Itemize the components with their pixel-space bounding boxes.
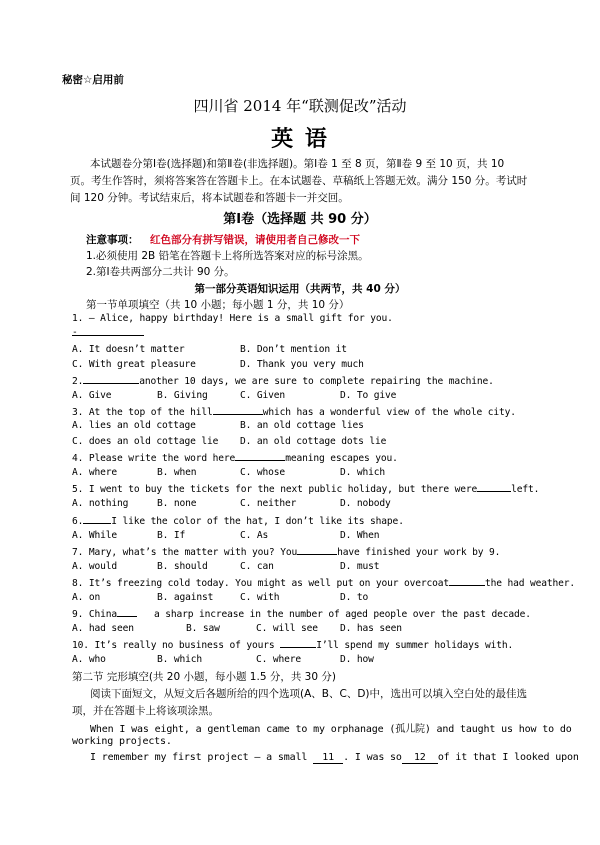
option-c: C. With great pleasure: [72, 359, 196, 370]
question-text-post: I like the color of the hat, I don’t like its shape.: [111, 516, 404, 527]
question-5: [72, 482, 539, 495]
question-3: [72, 405, 516, 418]
option-a: A. had seen: [72, 623, 134, 634]
question-text-pre: At the top of the hill: [88, 407, 213, 418]
answer-blank-line: [72, 335, 144, 336]
fill-blank: [477, 482, 511, 492]
question-text-post: I’ll spend my summer holidays with.: [316, 640, 514, 651]
answer-dash: -: [72, 327, 78, 338]
option-c: C. As: [240, 530, 269, 541]
question-text-pre: Please write the word here: [88, 453, 236, 464]
option-d: D. which: [340, 467, 386, 478]
question-text-post: meaning escapes you.: [285, 453, 398, 464]
question-6: [72, 514, 404, 527]
question-text: — Alice, happy birthday! Here is a small gift for you.: [88, 313, 393, 324]
section1-title: 第一部分英语知识运用（共两节，共 40 分）: [194, 283, 406, 295]
option-d: D. to: [340, 592, 369, 603]
question-text-post: which has a wonderful view of the whole city.: [262, 407, 516, 418]
option-b: B. Giving: [157, 390, 208, 401]
intro-line-2: 页。考生作答时，须将答案答在答题卡上。在本试题卷、草稿纸上答题无效。满分 150 分。考试时: [70, 175, 528, 187]
option-b: B. when: [157, 467, 197, 478]
option-d: D. must: [340, 561, 380, 572]
option-a: A. who: [72, 654, 106, 665]
question-text-post: left.: [511, 484, 540, 495]
question-8: [72, 576, 575, 589]
passage-text: . I was so: [343, 752, 402, 763]
passage-text: I remember my first project — a small: [90, 752, 308, 763]
question-10: [72, 638, 513, 651]
question-number: 6.: [72, 516, 84, 527]
question-text-pre: It’s freezing cold today. You might as well put on your overcoat: [88, 578, 449, 589]
option-b: B. none: [157, 498, 197, 509]
option-b: B. an old cottage lies: [240, 420, 364, 431]
section2-instruction-1: 阅读下面短文，从短文后各题所给的四个选项(A、B、C、D)中，选出可以填入空白处的最佳选: [90, 688, 527, 700]
question-7: [72, 545, 500, 558]
option-c: C. whose: [240, 467, 286, 478]
question-number: 1.: [72, 313, 84, 324]
fill-blank: [117, 607, 137, 617]
part1-title: 第Ⅰ卷（选择题 共 90 分）: [223, 212, 377, 227]
option-d: D. has seen: [340, 623, 402, 634]
cloze-blank-12: 12: [402, 752, 438, 764]
question-number: 3.: [72, 407, 84, 418]
option-c: C. Given: [240, 390, 286, 401]
option-d: D. how: [340, 654, 374, 665]
section2-title: 第二节 完形填空(共 20 小题，每小题 1.5 分，共 30 分): [72, 671, 336, 683]
fill-blank: [280, 638, 316, 648]
section1-subtitle: 第一节单项填空（共 10 小题；每小题 1 分，共 10 分）: [86, 299, 350, 311]
passage-line-3: [90, 752, 579, 764]
option-d: D. Thank you very much: [240, 359, 364, 370]
question-text-pre: China: [88, 609, 118, 620]
option-c: C. neither: [240, 498, 297, 509]
question-text-post: a sharp increase in the number of aged people over the past decade.: [153, 609, 531, 620]
note-item-2: 2.第Ⅰ卷共两部分二共计 90 分。: [86, 266, 235, 278]
secret-label: 秘密☆启用前: [62, 74, 124, 86]
option-a: A. While: [72, 530, 118, 541]
cloze-blank-11: 11: [313, 752, 343, 764]
passage-line-1: When I was eight, a gentleman came to my orphanage (孤儿院) and taught us how to do: [90, 724, 572, 735]
option-a: A. where: [72, 467, 118, 478]
option-b: B. against: [157, 592, 214, 603]
notes-label: 注意事项：: [86, 234, 139, 246]
question-text-post: the had weather.: [484, 578, 575, 589]
option-a: A. on: [72, 592, 101, 603]
red-notice: 红色部分有拼写错误，请使用者自己修改一下: [150, 234, 360, 246]
answer-line: [72, 327, 78, 338]
passage-text: of it that I looked upon: [437, 752, 579, 763]
question-2: [72, 374, 494, 387]
option-b: B. which: [157, 654, 203, 665]
option-b: B. saw: [186, 623, 220, 634]
option-a: A. would: [72, 561, 118, 572]
option-d: D. To give: [340, 390, 397, 401]
fill-blank: [235, 451, 285, 461]
question-text-post: another 10 days, we are sure to complete repairing the machine.: [139, 376, 494, 387]
question-text-pre: I went to buy the tickets for the next public holiday, but there were: [88, 484, 478, 495]
question-number: 2.: [72, 376, 84, 387]
option-c: C. with: [240, 592, 280, 603]
option-d: D. nobody: [340, 498, 391, 509]
option-c: C. does an old cottage lie: [72, 436, 219, 447]
fill-blank: [297, 545, 337, 555]
option-b: B. Don’t mention it: [240, 344, 347, 355]
question-text-post: have finished your work by 9.: [337, 547, 501, 558]
question-4: [72, 451, 398, 464]
option-a: A. It doesn’t matter: [72, 344, 185, 355]
option-b: B. If: [157, 530, 186, 541]
note-item-1: 1.必须使用 2B 铅笔在答题卡上将所选答案对应的标号涂黑。: [86, 250, 369, 262]
question-number: 5.: [72, 484, 84, 495]
intro-line-1: 本试题卷分第Ⅰ卷(选择题)和第Ⅱ卷(非选择题)。第Ⅰ卷 1 至 8 页，第Ⅱ卷 9 至 10 页，共 10: [90, 158, 505, 170]
question-9: [72, 607, 531, 620]
option-a: A. Give: [72, 390, 112, 401]
question-number: 7.: [72, 547, 84, 558]
question-number: 9.: [72, 609, 84, 620]
question-number: 10.: [72, 640, 89, 651]
question-number: 4.: [72, 453, 84, 464]
event-title: 四川省 2014 年“联测促改”活动: [193, 97, 407, 115]
option-c: C. can: [240, 561, 274, 572]
option-c: C. will see: [256, 623, 318, 634]
option-c: C. where: [256, 654, 302, 665]
fill-blank: [449, 576, 485, 586]
question-1: [72, 313, 393, 324]
option-d: D. an old cottage dots lie: [240, 436, 387, 447]
fill-blank: [83, 514, 111, 524]
option-b: B. should: [157, 561, 208, 572]
fill-blank: [213, 405, 263, 415]
option-a: A. nothing: [72, 498, 129, 509]
question-text-pre: It’s really no business of yours: [94, 640, 275, 651]
section2-instruction-2: 项，并在答题卡上将该项涂黑。: [72, 705, 219, 717]
fill-blank: [83, 374, 139, 384]
subject-title: 英 语: [271, 127, 329, 152]
intro-line-3: 间 120 分钟。考试结束后，将本试题卷和答题卡一并交回。: [70, 192, 349, 204]
option-a: A. lies an old cottage: [72, 420, 196, 431]
question-text-pre: Mary, what’s the matter with you? You: [88, 547, 298, 558]
passage-line-2: working projects.: [72, 736, 172, 747]
question-number: 8.: [72, 578, 84, 589]
option-d: D. When: [340, 530, 380, 541]
